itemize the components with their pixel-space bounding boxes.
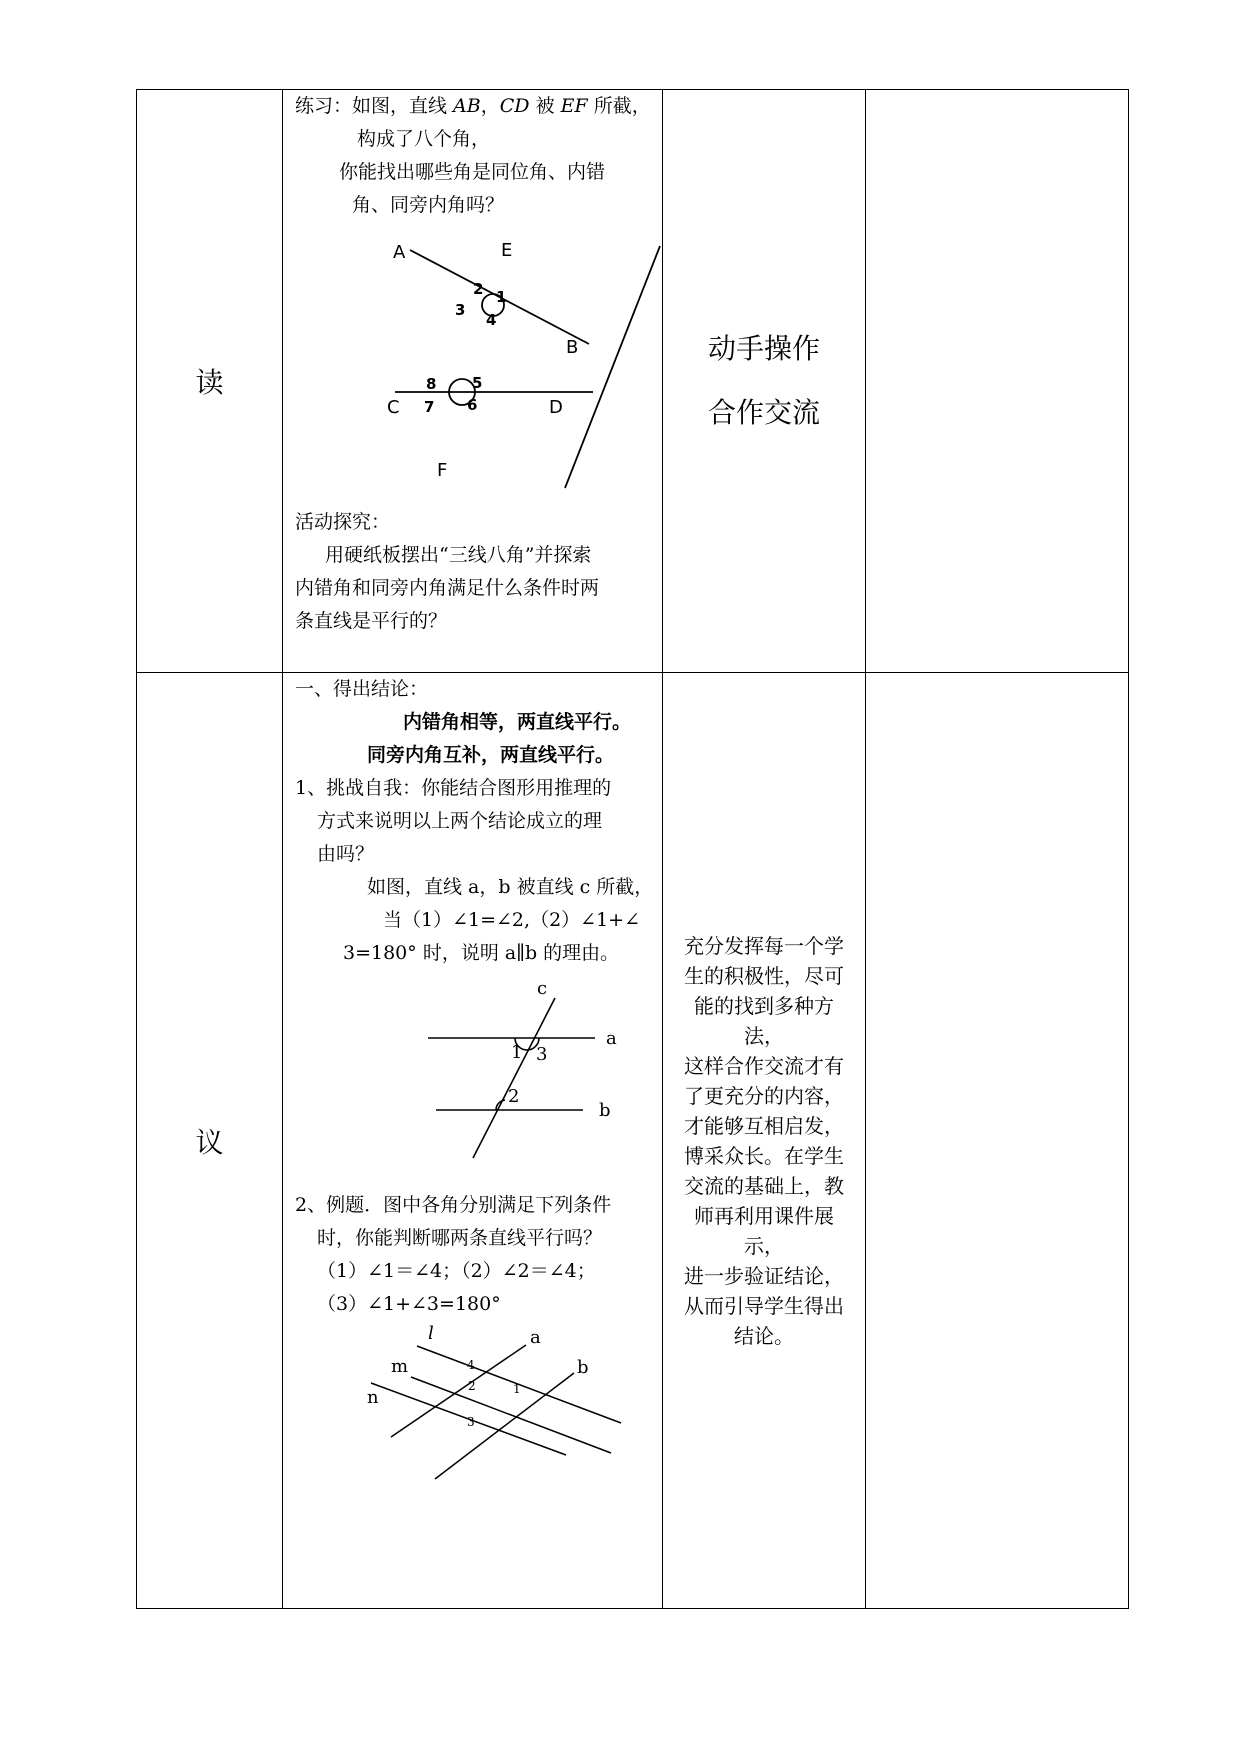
angle-label-4c: 4 [467,1358,475,1372]
remark-line: 交流的基础上，教 [684,1173,844,1198]
remark-cell [663,673,866,1609]
three-lines-eight-angles-figure [283,222,662,502]
exercise-line-4: 角、同旁内角吗？ [352,194,505,216]
conclusion-title: 一、得出结论： [295,678,429,700]
label-b: B [566,337,579,358]
angle-label-7: 7 [424,398,435,416]
remark-line: 能的找到多种方法， [694,993,834,1048]
activity-block [283,506,662,638]
label-m-line: m [391,1356,409,1377]
angle-label-8: 8 [426,375,437,393]
remark-line: 博采众长。在学生 [684,1143,844,1168]
line-m-segment [411,1377,611,1453]
row-discuss [137,673,1129,1609]
line-c-segment [473,998,555,1158]
read-content-cell [283,90,663,673]
remark-line: 从而引导学生得出 [684,1293,844,1318]
method-line-1: 动手操作 [707,332,820,365]
remark-line: 生的积极性，尽可 [684,963,844,988]
angle-label-2c: 2 [468,1379,476,1393]
exercise-line-1: 练习：如图，直线 AB，CD 被 EF 所截， [295,95,651,117]
challenge-line-1: 1、挑战自我：你能结合图形用推理的 [295,777,612,799]
lesson-table [136,89,1129,1609]
empty-cell-row2 [866,673,1129,1609]
label-d: D [549,397,563,418]
label-a-line: a [606,1028,617,1049]
label-b-line-2: b [577,1357,589,1378]
exercise-line-2: 构成了八个角， [357,128,491,150]
angle-label-1: 1 [496,288,507,306]
label-b-line: b [599,1100,611,1121]
example-line-4: （3）∠1+∠3=180° [317,1293,501,1315]
conclusion-block [283,673,662,970]
label-l-line: l [428,1323,434,1344]
challenge-line-2: 方式来说明以上两个结论成立的理 [317,810,603,832]
teaching-remark [663,931,865,1351]
method-line-2: 合作交流 [707,396,820,429]
remark-line: 师再利用课件展示， [694,1203,834,1258]
remark-line: 这样合作交流才有 [684,1053,844,1078]
line-cd: CD [499,95,530,117]
line-b-steep [435,1373,574,1479]
exercise-line-3: 你能找出哪些角是同位角、内错 [339,161,606,183]
angle-label-2b: 2 [508,1086,520,1107]
label-c-line: c [537,978,548,999]
line-ab: AB [453,95,481,117]
angle-label-3: 3 [455,301,466,319]
label-a: A [393,242,406,263]
remark-line: 进一步验证结论， [684,1263,844,1288]
challenge-line-3: 由吗？ [317,843,375,865]
angle-label-3c: 3 [467,1415,475,1429]
angle-label-1c: 1 [513,1382,521,1396]
four-lines-figure [283,1321,662,1481]
angle-label-1b: 1 [511,1042,523,1063]
conclusion-bold-2: 同旁内角互补，两直线平行。 [367,744,615,766]
label-n-line: n [367,1387,379,1408]
remark-line: 充分发挥每一个学 [684,933,844,958]
challenge-line-5: 当（1）∠1=∠2,（2）∠1+∠ [383,909,641,931]
line-ef: EF [560,95,588,117]
remark-line: 结论。 [734,1323,794,1348]
angle-label-2: 2 [473,280,484,298]
label-a-line-2: a [530,1327,541,1348]
empty-cell-row1 [866,90,1129,673]
label-c: C [387,397,400,418]
parallel-lines-figure [283,970,662,1185]
angle-label-4: 4 [486,311,497,329]
discuss-content-cell [283,673,663,1609]
label-e: E [501,240,513,261]
line-a-steep [391,1345,526,1437]
line-ef-segment [565,246,660,488]
exercise-block [283,90,662,222]
row-label-read: 读 [137,90,283,673]
row-read [137,90,1129,673]
remark-line: 才能够互相启发， [684,1113,844,1138]
method-cell [663,90,866,673]
activity-line-3: 条直线是平行的？ [295,610,448,632]
example-block [283,1189,662,1321]
challenge-line-6: 3=180° 时，说明 a∥b 的理由。 [343,942,620,964]
angle-label-3b: 3 [536,1044,548,1065]
row-label-discuss: 议 [137,673,283,1609]
activity-line-1: 用硬纸板摆出“三线八角”并探索 [325,544,592,566]
activity-title: 活动探究： [295,511,391,533]
example-line-3: （1）∠1＝∠4；（2）∠2＝∠4； [317,1260,596,1282]
example-line-2: 时，你能判断哪两条直线平行吗？ [317,1227,603,1249]
angle-label-6: 6 [467,396,478,414]
label-f: F [437,460,448,481]
remark-line: 了更充分的内容， [684,1083,844,1108]
activity-line-2: 内错角和同旁内角满足什么条件时两 [295,577,600,599]
example-line-1: 2、例题．图中各角分别满足下列条件 [295,1194,612,1216]
challenge-line-4: 如图，直线 a，b 被直线 c 所截， [367,876,654,898]
conclusion-bold-1: 内错角相等，两直线平行。 [403,711,632,733]
angle-label-5: 5 [472,374,483,392]
